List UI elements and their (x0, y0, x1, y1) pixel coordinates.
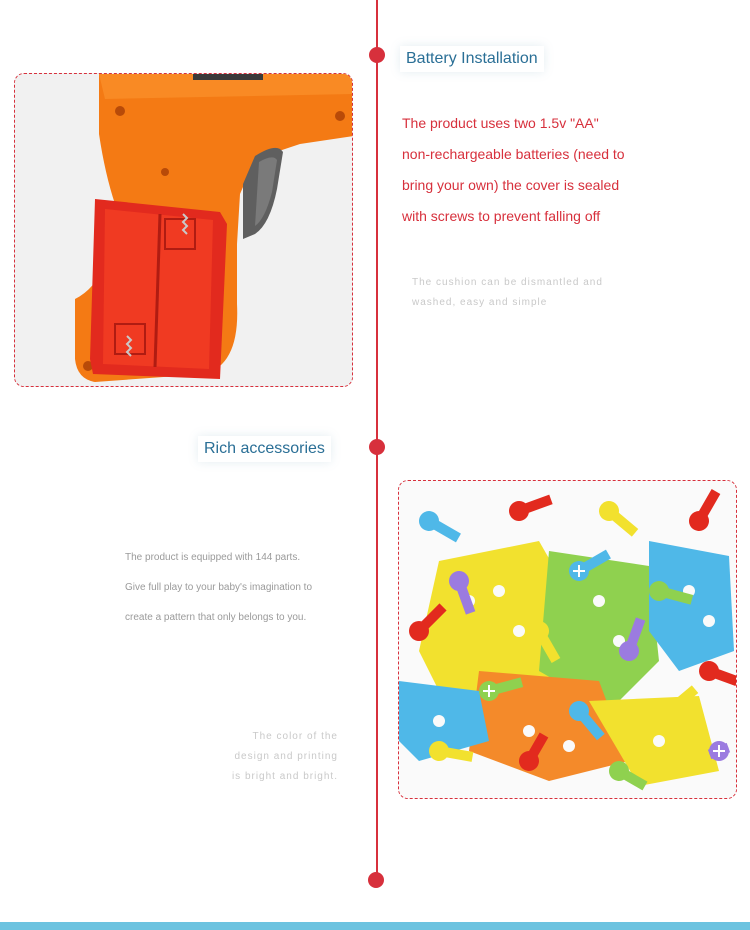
description-line: non-rechargeable batteries (need to (402, 146, 625, 162)
faint-line: washed, easy and simple (412, 297, 548, 308)
section-title-battery-installation: Battery Installation (400, 46, 544, 72)
description-line: bring your own) the cover is sealed (402, 177, 620, 193)
description-line: The product uses two 1.5v "AA" (402, 115, 599, 131)
description-line: with screws to prevent falling off (402, 208, 601, 224)
colorful-screws-and-plates-image (398, 480, 737, 799)
screws-illustration (399, 481, 737, 799)
toy-drill-illustration (15, 74, 353, 387)
timeline-dot (369, 47, 385, 63)
timeline-dot (369, 439, 385, 455)
description-line: The product is equipped with 144 parts. (125, 552, 301, 563)
section-title-rich-accessories: Rich accessories (198, 436, 331, 462)
faint-line: is bright and bright. (231, 771, 338, 782)
description-line: create a pattern that only belongs to you. (125, 612, 307, 623)
timeline-dot (368, 872, 384, 888)
faint-line: design and printing (234, 751, 338, 762)
faint-line: The color of the (252, 731, 338, 742)
faint-line: The cushion can be dismantled and (412, 277, 603, 288)
battery-description (402, 108, 672, 232)
bottom-bar (0, 922, 750, 930)
description-line: Give full play to your baby's imagination to (125, 582, 313, 593)
accessories-description (125, 543, 312, 633)
faint-note (412, 273, 603, 313)
faint-note (210, 727, 338, 787)
toy-drill-battery-compartment-image (14, 73, 353, 387)
